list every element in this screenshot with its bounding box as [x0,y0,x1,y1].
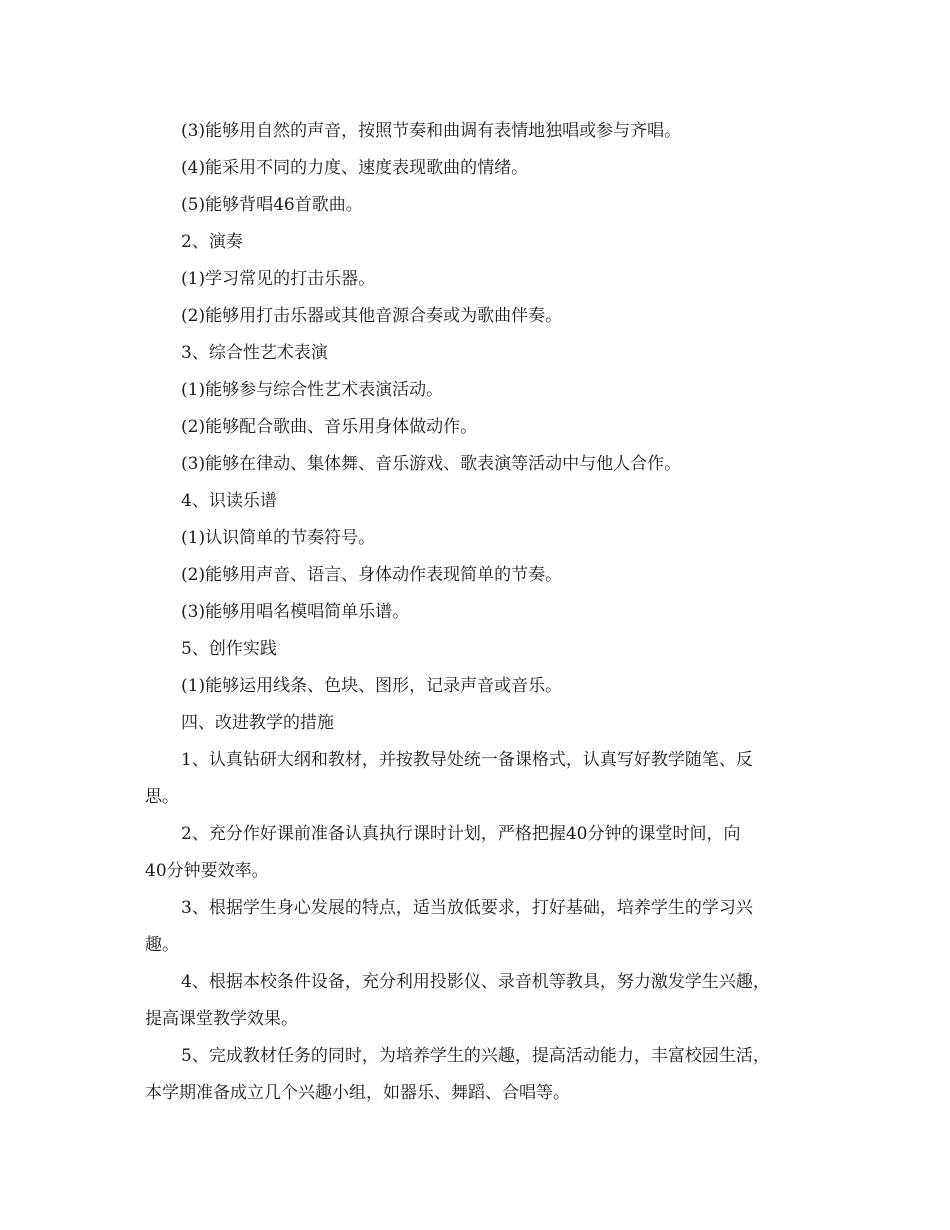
paragraph-line: 40分钟要效率。 [145,861,269,881]
text-line: (2)能够用声音、语言、身体动作表现简单的节奏。 [181,565,563,585]
paragraph-line: 本学期准备成立几个兴趣小组，如器乐、舞蹈、合唱等。 [145,1083,570,1103]
section-heading: 2、演奏 [181,232,243,252]
document-body [145,113,810,1112]
measure-paragraph [145,890,810,964]
section-heading: 四、改进教学的措施 [181,713,334,733]
measure-paragraph [145,816,810,890]
measure-paragraph [145,1038,810,1112]
paragraph-line: 3、根据学生身心发展的特点，适当放低要求，打好基础，培养学生的学习兴 [181,898,753,918]
text-line: (5)能够背唱46首歌曲。 [181,195,363,215]
text-line: (1)能够参与综合性艺术表演活动。 [181,380,444,400]
paragraph-line: 趣。 [145,935,179,955]
text-line: (3)能够用自然的声音，按照节奏和曲调有表情地独唱或参与齐唱。 [181,121,682,141]
measure-paragraph [145,964,810,1038]
paragraph-line: 4、根据本校条件设备，充分利用投影仪、录音机等教具，努力激发学生兴趣， [181,972,770,992]
section-heading: 3、综合性艺术表演 [181,343,328,363]
text-line: (1)能够运用线条、色块、图形，记录声音或音乐。 [181,676,563,696]
text-line: (3)能够用唱名模唱简单乐谱。 [181,602,410,622]
paragraph-line: 1、认真钻研大纲和教材，并按教导处统一备课格式，认真写好教学随笔、反 [181,750,753,770]
text-line: (3)能够在律动、集体舞、音乐游戏、歌表演等活动中与他人合作。 [181,454,682,474]
paragraph-line: 提高课堂教学效果。 [145,1009,298,1029]
text-line: (2)能够用打击乐器或其他音源合奏或为歌曲伴奏。 [181,306,563,326]
paragraph-line: 2、充分作好课前准备认真执行课时计划，严格把握40分钟的课堂时间，向 [181,824,741,844]
section-heading: 5、创作实践 [181,639,277,659]
text-line: (1)认识简单的节奏符号。 [181,528,376,548]
text-line: (4)能采用不同的力度、速度表现歌曲的情绪。 [181,158,529,178]
text-line: (2)能够配合歌曲、音乐用身体做动作。 [181,417,478,437]
section-heading: 4、识读乐谱 [181,491,277,511]
paragraph-line: 5、完成教材任务的同时，为培养学生的兴趣，提高活动能力，丰富校园生活， [181,1046,770,1066]
paragraph-line: 思。 [145,787,179,807]
measure-paragraph [145,742,810,816]
text-line: (1)学习常见的打击乐器。 [181,269,376,289]
